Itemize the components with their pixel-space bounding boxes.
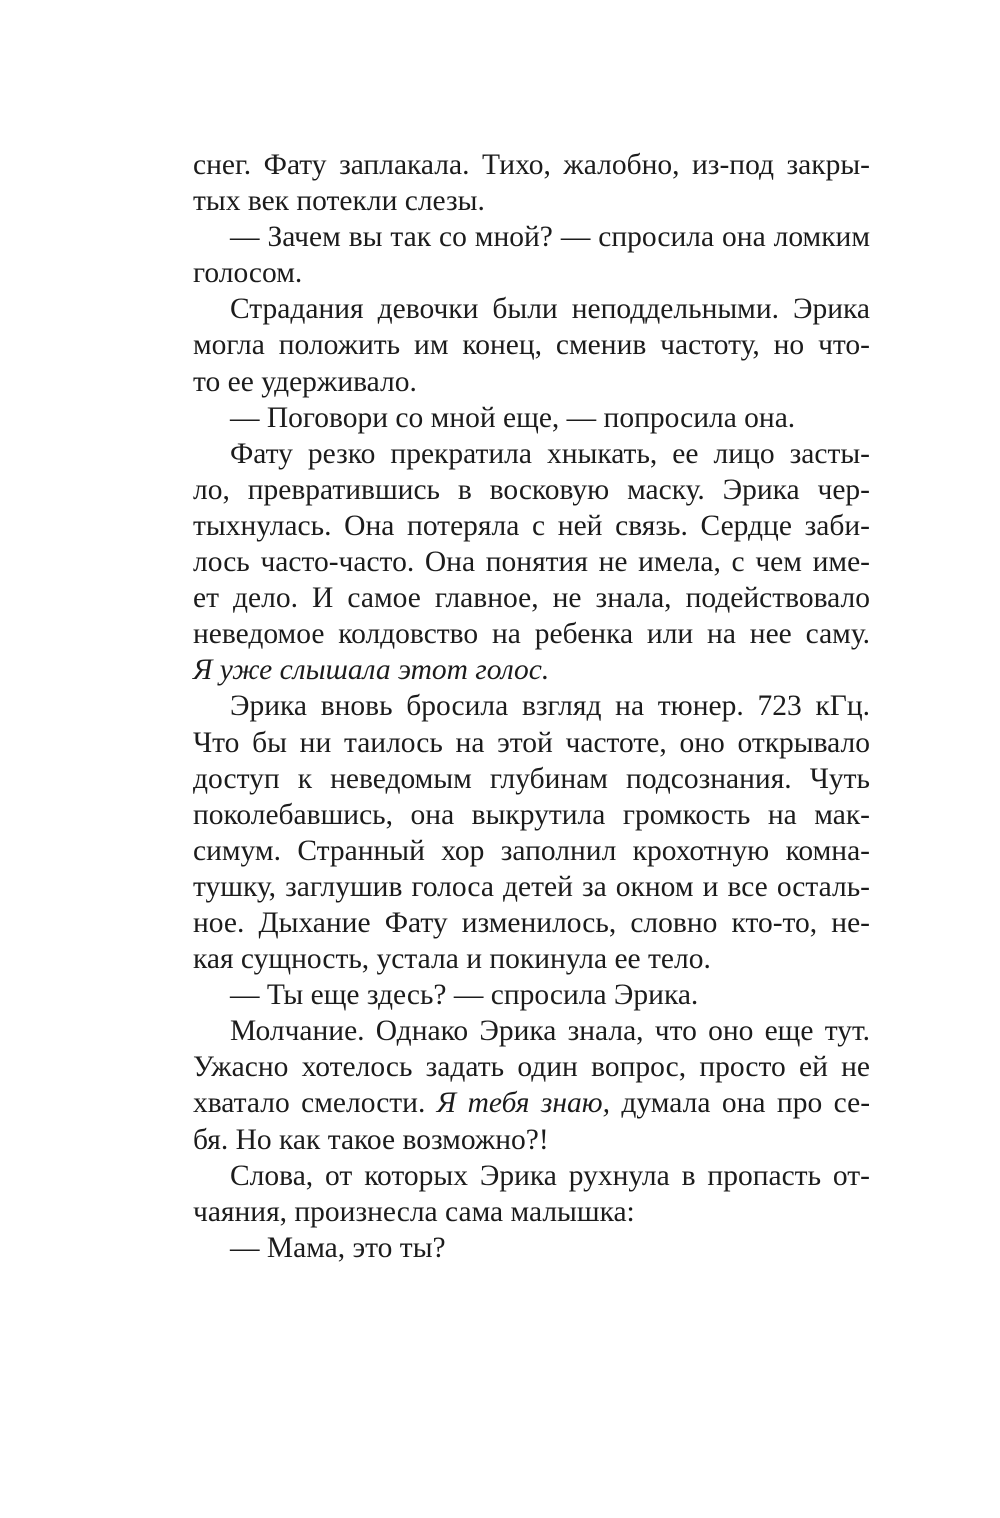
text-line: — Ты еще здесь? — спросила Эрика.: [230, 979, 699, 1012]
text-line: Эрика вновь бросила взгляд на тюнер. 723 кГц.: [230, 690, 870, 723]
text-line: Фату резко прекратила хныкать, ее лицо засты-: [230, 437, 870, 470]
text-line: могла положить им конец, сменив частоту, но что-: [193, 329, 870, 362]
text-line: голосом.: [193, 257, 303, 290]
text-line: бя. Но как такое возможно?!: [193, 1123, 549, 1156]
text-line: Слова, от которых Эрика рухнула в пропасть от-: [230, 1159, 870, 1192]
text-segment: хватало смелости.: [193, 1087, 437, 1120]
text-line: ло, превратившись в восковую маску. Эрика чер-: [193, 473, 870, 506]
text-line: Молчание. Однако Эрика знала, что оно еще тут.: [230, 1015, 870, 1048]
text-line: — Мама, это ты?: [230, 1231, 446, 1264]
text-line: снег. Фату заплакала. Тихо, жалобно, из-под закры-: [193, 149, 870, 181]
text-line: тыхнулась. Она потеряла с ней связь. Сердце заби-: [193, 509, 870, 542]
text-line: доступ к неведомым глубинам подсознания. Чуть: [193, 762, 870, 795]
text-segment: думала она про се-: [609, 1087, 871, 1120]
text-line: — Поговори со мной еще, — попросила она.: [230, 401, 796, 434]
italic-thought: Я тебя знаю,: [436, 1087, 610, 1120]
text-line: — Зачем вы так со мной? — спросила она ломким: [230, 221, 870, 254]
text-line: Что бы ни таилось на этой частоте, оно открывало: [193, 726, 870, 759]
text-line: чаяния, произнесла сама малышка:: [193, 1195, 635, 1228]
italic-thought-line: [193, 652, 870, 688]
text-line: симум. Странный хор заполнил крохотную комна-: [193, 834, 870, 867]
text-line: тых век потекли слезы.: [193, 185, 485, 218]
text-line: лось часто-часто. Она понятия не имела, с чем име-: [193, 546, 870, 579]
italic-thought: Я уже слышала этот голос.: [193, 654, 550, 687]
body-text: [193, 147, 870, 1266]
text-line: неведомое колдовство на ребенка или на нее саму.: [193, 618, 870, 651]
text-line: кая сущность, устала и покинула ее тело.: [193, 943, 711, 976]
mixed-text-line: [193, 1085, 870, 1121]
text-line: то ее удерживало.: [193, 365, 417, 398]
text-line: тушку, заглушив голоса детей за окном и все осталь-: [193, 870, 870, 903]
text-line: ное. Дыхание Фату изменилось, словно кто-то, не-: [193, 906, 870, 939]
text-line: поколебавшись, она выкрутила громкость на мак-: [193, 798, 870, 831]
text-line: Страдания девочки были неподдельными. Эрика: [230, 293, 870, 326]
text-line: ет дело. И самое главное, не знала, подействовало: [193, 582, 870, 615]
text-line: Ужасно хотелось задать один вопрос, просто ей не: [193, 1051, 870, 1084]
